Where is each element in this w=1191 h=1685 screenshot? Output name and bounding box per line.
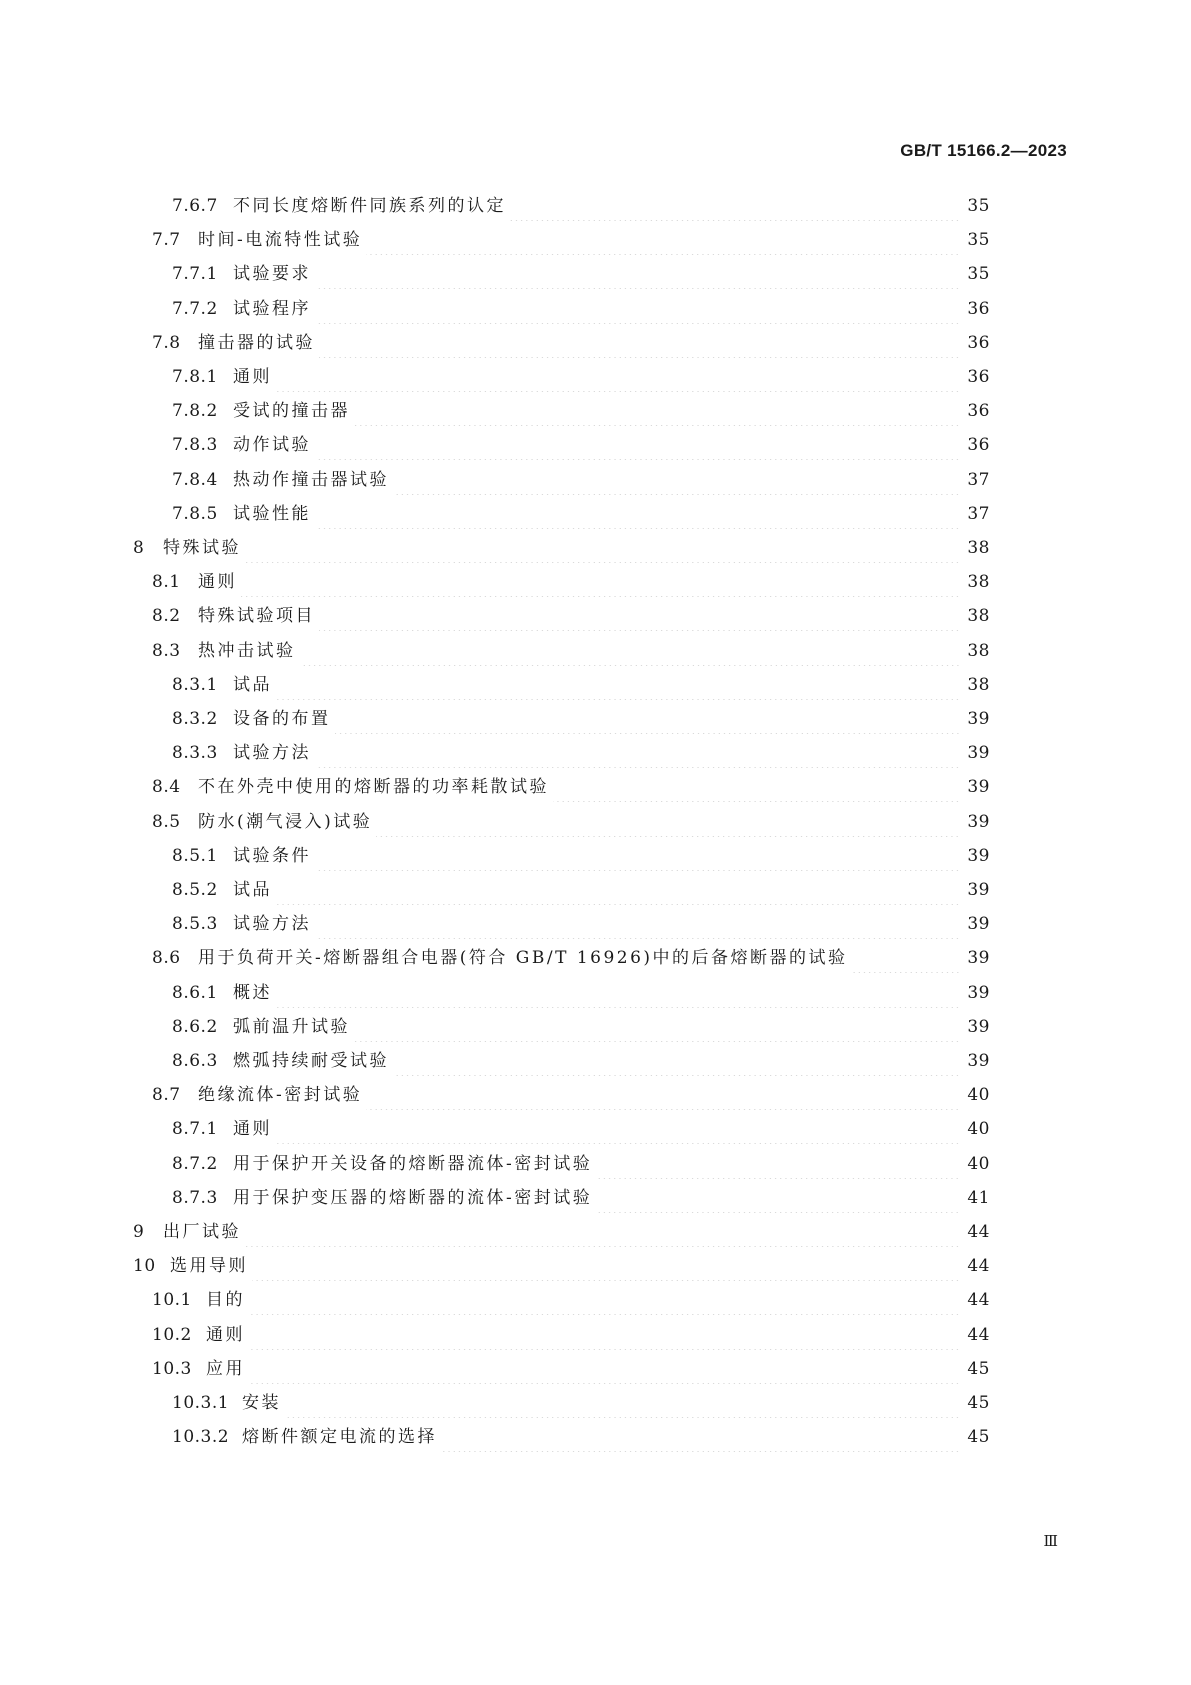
toc-dot-leader — [276, 980, 960, 1008]
toc-dot-leader — [596, 1151, 960, 1179]
toc-dot-leader — [441, 1424, 960, 1452]
toc-entry-number: 7.8.4 — [172, 469, 218, 490]
toc-dot-leader — [393, 1048, 960, 1076]
toc-entry — [172, 671, 990, 699]
toc-entry-page: 45 — [967, 1393, 990, 1413]
toc-entry-page: 40 — [967, 1153, 990, 1174]
toc-dot-leader — [315, 261, 960, 289]
toc-dot-leader — [315, 296, 960, 324]
toc-entry — [152, 602, 990, 630]
toc-dot-leader — [315, 911, 960, 939]
toc-entry-page: 40 — [967, 1085, 990, 1106]
toc-entry-number: 7.7.1 — [172, 264, 218, 285]
toc-entry-number: 8.7.2 — [172, 1153, 218, 1174]
toc-entry-page: 35 — [967, 196, 990, 216]
toc-entry — [172, 1184, 990, 1212]
toc-entry-number: 7.8.2 — [172, 401, 218, 422]
toc-dot-leader — [319, 330, 960, 358]
toc-entry — [172, 466, 990, 494]
toc-entry-page: 35 — [967, 230, 990, 251]
page-number: Ⅲ — [1043, 1532, 1057, 1550]
toc-entry-title: 应用 — [206, 1358, 245, 1379]
toc-entry — [152, 773, 990, 801]
toc-entry-page: 41 — [967, 1187, 990, 1208]
toc-entry-title: 安装 — [242, 1393, 281, 1413]
toc-dot-leader — [366, 227, 960, 255]
toc-entry — [172, 1013, 990, 1041]
toc-entry-number: 10.3.2 — [172, 1427, 230, 1448]
toc-entry — [172, 1115, 990, 1143]
toc-entry — [172, 1047, 990, 1075]
toc-entry-title: 设备的布置 — [233, 709, 331, 729]
toc-entry — [172, 705, 990, 733]
toc-entry-number: 7.8.3 — [172, 435, 218, 456]
toc-dot-leader — [366, 1082, 960, 1110]
toc-dot-leader — [510, 193, 960, 221]
toc-entry-title: 目的 — [206, 1290, 245, 1311]
toc-entry-title: 时间-电流特性试验 — [198, 230, 363, 251]
toc-entry-title: 用于负荷开关-熔断器组合电器(符合 GB/T 16926)中的后备熔断器的试验 — [198, 948, 848, 969]
toc-entry — [133, 534, 990, 562]
toc-entry-page: 39 — [967, 948, 990, 969]
toc-entry-title: 试品 — [233, 674, 272, 695]
toc-entry — [172, 1423, 990, 1451]
toc-entry-number: 8.3.3 — [172, 743, 218, 764]
toc-entry — [172, 500, 990, 528]
toc-dot-leader — [245, 1219, 960, 1247]
toc-entry-number: 10 — [133, 1256, 156, 1277]
toc-entry-page: 39 — [967, 709, 990, 729]
toc-entry-title: 燃弧持续耐受试验 — [233, 1051, 389, 1071]
toc-entry-number: 8.5.2 — [172, 880, 218, 900]
toc-entry-number: 9 — [133, 1222, 145, 1242]
toc-dot-leader — [319, 603, 960, 631]
toc-entry — [152, 1321, 990, 1349]
toc-dot-leader — [553, 774, 960, 802]
toc-entry-number: 8.7 — [152, 1085, 181, 1106]
toc-entry-title: 用于保护开关设备的熔断器流体-密封试验 — [233, 1153, 593, 1174]
toc-entry — [152, 1355, 990, 1383]
toc-entry-number: 8.7.3 — [172, 1187, 218, 1208]
toc-entry — [172, 431, 990, 459]
toc-dot-leader — [276, 364, 960, 392]
toc-dot-leader — [252, 1253, 960, 1281]
toc-entry-page: 39 — [967, 811, 990, 832]
toc-entry-title: 用于保护变压器的熔断器的流体-密封试验 — [233, 1187, 593, 1208]
toc-entry-page: 39 — [967, 880, 990, 900]
toc-entry-title: 试验要求 — [233, 264, 311, 285]
toc-entry-number: 8.6.1 — [172, 982, 218, 1003]
toc-entry — [152, 1286, 990, 1314]
toc-entry-page: 35 — [967, 264, 990, 285]
toc-entry-title: 通则 — [206, 1324, 245, 1345]
toc-entry-page: 39 — [967, 1051, 990, 1071]
toc-entry-title: 选用导则 — [170, 1256, 248, 1277]
toc-dot-leader — [354, 398, 960, 426]
toc-entry — [172, 1389, 990, 1417]
toc-entry — [172, 979, 990, 1007]
toc-entry-number: 8.6 — [152, 948, 181, 969]
toc-entry — [152, 944, 990, 972]
toc-entry-number: 8.6.3 — [172, 1051, 218, 1071]
toc-entry — [152, 637, 990, 665]
toc-dot-leader — [276, 877, 960, 905]
toc-entry-number: 8.3 — [152, 640, 181, 661]
toc-entry-number: 10.3 — [152, 1358, 192, 1379]
toc-entry-page: 37 — [967, 503, 990, 524]
toc-entry-page: 40 — [967, 1119, 990, 1140]
toc-entry-title: 热动作撞击器试验 — [233, 469, 389, 490]
toc-entry-title: 受试的撞击器 — [233, 401, 350, 422]
toc-entry-title: 熔断件额定电流的选择 — [242, 1427, 437, 1448]
toc-entry-page: 39 — [967, 914, 990, 935]
toc-entry-number: 7.7 — [152, 230, 181, 251]
toc-dot-leader — [249, 1322, 960, 1350]
toc-dot-leader — [315, 501, 960, 529]
toc-entry-page: 45 — [967, 1427, 990, 1448]
toc-entry-number: 8.1 — [152, 572, 181, 593]
toc-dot-leader — [393, 467, 960, 495]
toc-entry-number: 8.2 — [152, 606, 181, 627]
toc-entry-page: 39 — [967, 982, 990, 1003]
toc-entry-number: 8.5.3 — [172, 914, 218, 935]
toc-entry-number: 10.1 — [152, 1290, 192, 1311]
toc-entry-page: 39 — [967, 777, 990, 798]
toc-entry — [152, 1081, 990, 1109]
toc-entry-title: 通则 — [198, 572, 237, 593]
toc-entry-title: 试品 — [233, 880, 272, 900]
toc-entry-title: 试验方法 — [233, 743, 311, 764]
toc-entry — [172, 295, 990, 323]
toc-entry — [133, 1218, 990, 1246]
toc-entry — [152, 808, 990, 836]
toc-dot-leader — [315, 843, 960, 871]
toc-entry-title: 试验方法 — [233, 914, 311, 935]
toc-entry — [172, 910, 990, 938]
toc-entry-page: 39 — [967, 1016, 990, 1037]
toc-entry — [172, 739, 990, 767]
toc-entry-title: 撞击器的试验 — [198, 332, 315, 353]
toc-entry — [133, 1252, 990, 1280]
toc-entry-page: 36 — [967, 367, 990, 387]
toc-entry — [172, 192, 990, 220]
toc-entry-page: 44 — [967, 1324, 990, 1345]
toc-dot-leader — [376, 809, 960, 837]
toc-entry-title: 特殊试验 — [163, 538, 241, 558]
toc-entry-page: 44 — [967, 1256, 990, 1277]
toc-entry — [172, 876, 990, 904]
toc-entry-number: 8.3.2 — [172, 709, 218, 729]
toc-entry-title: 通则 — [233, 1119, 272, 1140]
toc-entry-title: 概述 — [233, 982, 272, 1003]
toc-entry-page: 39 — [967, 845, 990, 866]
toc-dot-leader — [276, 672, 960, 700]
toc-dot-leader — [315, 740, 960, 768]
toc-entry-page: 38 — [967, 640, 990, 661]
toc-entry-number: 7.7.2 — [172, 298, 218, 319]
toc-entry-number: 8.7.1 — [172, 1119, 218, 1140]
document-number: GB/T 15166.2—2023 — [900, 141, 1067, 160]
toc-dot-leader — [335, 706, 961, 734]
toc-dot-leader — [315, 432, 960, 460]
toc-entry-title: 弧前温升试验 — [233, 1016, 350, 1037]
toc-entry — [172, 260, 990, 288]
toc-entry — [172, 842, 990, 870]
toc-entry-title: 绝缘流体-密封试验 — [198, 1085, 363, 1106]
toc-entry-number: 8.3.1 — [172, 674, 218, 695]
toc-dot-leader — [300, 638, 961, 666]
toc-entry-number: 7.8.5 — [172, 503, 218, 524]
toc-dot-leader — [276, 1116, 960, 1144]
toc-entry-title: 出厂试验 — [163, 1222, 241, 1242]
toc-dot-leader — [249, 1356, 960, 1384]
toc-entry-number: 8 — [133, 538, 145, 558]
toc-entry-number: 8.4 — [152, 777, 181, 798]
toc-dot-leader — [852, 945, 960, 973]
toc-entry-number: 7.8.1 — [172, 367, 218, 387]
toc-entry-page: 45 — [967, 1358, 990, 1379]
toc-dot-leader — [241, 569, 960, 597]
toc-entry-page: 36 — [967, 298, 990, 319]
toc-entry — [172, 363, 990, 391]
toc-entry — [172, 397, 990, 425]
toc-entry-number: 10.2 — [152, 1324, 192, 1345]
toc-entry-title: 热冲击试验 — [198, 640, 296, 661]
toc-dot-leader — [245, 535, 960, 563]
toc-entry-page: 44 — [967, 1222, 990, 1242]
toc-entry-page: 38 — [967, 572, 990, 593]
toc-entry-number: 10.3.1 — [172, 1393, 230, 1413]
toc-entry-title: 试验条件 — [233, 845, 311, 866]
toc-entry-page: 38 — [967, 606, 990, 627]
toc-entry-title: 试验程序 — [233, 298, 311, 319]
toc-entry-page: 38 — [967, 674, 990, 695]
toc-entry-number: 8.5 — [152, 811, 181, 832]
toc-entry-number: 7.6.7 — [172, 196, 218, 216]
toc-dot-leader — [285, 1390, 960, 1418]
toc-dot-leader — [596, 1185, 960, 1213]
toc-entry-title: 特殊试验项目 — [198, 606, 315, 627]
toc-entry-title: 不同长度熔断件同族系列的认定 — [233, 196, 506, 216]
toc-entry — [172, 1150, 990, 1178]
toc-dot-leader — [354, 1014, 960, 1042]
toc-entry-page: 37 — [967, 469, 990, 490]
toc-entry-title: 不在外壳中使用的熔断器的功率耗散试验 — [198, 777, 549, 798]
toc-entry-number: 8.6.2 — [172, 1016, 218, 1037]
toc-entry-title: 防水(潮气浸入)试验 — [198, 811, 373, 832]
toc-dot-leader — [249, 1287, 960, 1315]
toc-entry-number: 7.8 — [152, 332, 181, 353]
toc-entry-page: 38 — [967, 538, 990, 558]
toc-entry-page: 36 — [967, 435, 990, 456]
toc-entry-title: 通则 — [233, 367, 272, 387]
toc-entry-page: 44 — [967, 1290, 990, 1311]
toc-entry — [152, 568, 990, 596]
toc-entry — [152, 329, 990, 357]
toc-entry-title: 试验性能 — [233, 503, 311, 524]
toc-entry-page: 39 — [967, 743, 990, 764]
toc-entry-page: 36 — [967, 401, 990, 422]
toc-entry-page: 36 — [967, 332, 990, 353]
toc-entry-title: 动作试验 — [233, 435, 311, 456]
toc-entry-number: 8.5.1 — [172, 845, 218, 866]
toc-entry — [152, 226, 990, 254]
